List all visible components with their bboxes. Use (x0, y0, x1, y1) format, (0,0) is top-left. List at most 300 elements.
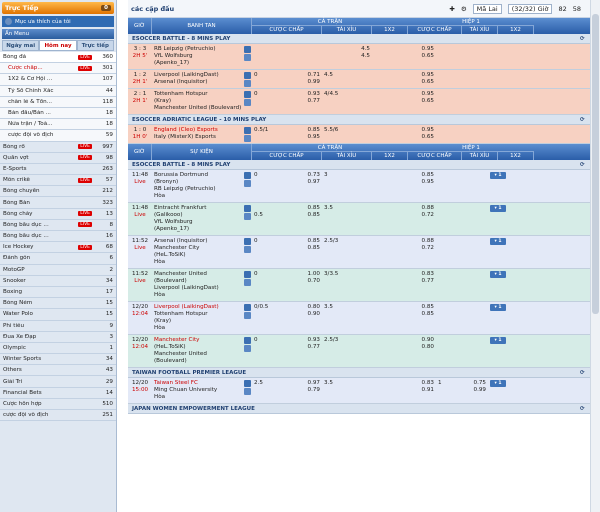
sport-count: 3 (109, 333, 113, 340)
team-name: Manchester United (154, 271, 207, 277)
star-icon[interactable] (244, 279, 251, 286)
odd-value: 0.85 (421, 172, 434, 178)
sport-name: Boxing (3, 289, 23, 296)
time-line: 2H 1' (132, 79, 148, 85)
odds-c4[interactable] (342, 378, 372, 403)
header-group (408, 18, 534, 34)
odds-c3[interactable] (322, 70, 342, 88)
bet-button[interactable]: ▾ 1 (490, 337, 506, 344)
odds-c2[interactable] (284, 170, 322, 202)
sport-item[interactable] (0, 220, 116, 231)
odds-c3[interactable] (322, 89, 342, 114)
odds-c4[interactable] (342, 44, 372, 69)
sport-item[interactable] (0, 186, 116, 197)
odd-value (438, 134, 458, 141)
sport-name: cược đội vô địch (3, 412, 49, 419)
odds-c8[interactable] (458, 170, 490, 202)
odd-value (458, 179, 486, 186)
sport-item[interactable] (0, 97, 116, 108)
odd-value: 0.88 (421, 238, 434, 244)
sport-item[interactable] (0, 253, 116, 264)
sport-name: Nửa trận / Toà... (8, 121, 53, 128)
sport-item[interactable] (0, 410, 116, 421)
sport-count: 997 (102, 143, 113, 150)
row-icons (244, 170, 252, 202)
bet-button[interactable]: ▾ 1 (490, 304, 506, 311)
sport-item[interactable] (0, 309, 116, 320)
team-name: Hòa (154, 325, 166, 331)
team-name: Manchester United (Boulevard) (154, 105, 242, 111)
odd-value: 0 (254, 91, 258, 97)
odds-c8[interactable] (458, 70, 490, 88)
sport-item[interactable] (0, 142, 116, 153)
team-name: Italy (MisterX) Esports (154, 134, 216, 140)
time-line: 11:48 (131, 172, 149, 178)
league-row[interactable] (128, 115, 590, 125)
odds-c1[interactable] (252, 70, 284, 88)
sport-item[interactable] (0, 376, 116, 387)
star-icon[interactable] (244, 135, 251, 142)
odd-value: 3/3.5 (324, 271, 339, 277)
odd-value (342, 205, 370, 212)
sport-count: 107 (102, 76, 113, 83)
odds-c1[interactable] (252, 335, 284, 367)
sport-item[interactable] (0, 86, 116, 97)
odds-c8[interactable] (458, 269, 490, 301)
sport-item[interactable] (0, 209, 116, 220)
odd-value: 3.5 (324, 205, 333, 211)
odds-c6[interactable] (400, 378, 436, 403)
sport-name: Giải Trí (3, 378, 23, 385)
live-count: 0 (101, 5, 111, 11)
odd-value (372, 278, 400, 285)
refresh-icon[interactable]: ⟳ (580, 36, 585, 42)
sport-item[interactable] (0, 130, 116, 141)
col-label: TÀI XỈU (322, 26, 372, 34)
sport-item[interactable] (0, 276, 116, 287)
odd-value (324, 344, 342, 351)
odds-c6[interactable] (400, 125, 436, 143)
odd-value (438, 311, 458, 318)
odd-value (372, 53, 400, 60)
sport-count: 18 (105, 110, 113, 117)
team-name: (Boulevard) (154, 278, 187, 284)
odd-value (372, 127, 400, 134)
sport-item[interactable] (0, 332, 116, 343)
star-icon[interactable] (244, 54, 251, 61)
bet-button[interactable]: ▾ 1 (490, 271, 506, 278)
odds-c8[interactable] (458, 236, 490, 268)
match-row[interactable] (128, 378, 590, 404)
sport-count: 1 (109, 344, 113, 351)
odd-value: 0.99 (307, 79, 320, 85)
star-icon[interactable] (244, 388, 251, 395)
odds-c7[interactable] (436, 170, 458, 202)
odds-c2[interactable] (284, 378, 322, 403)
sport-count: 34 (105, 356, 113, 363)
odd-value: 0.97 (307, 179, 320, 185)
odd-value (438, 53, 458, 60)
odds-c5[interactable] (372, 170, 400, 202)
live-header[interactable] (2, 2, 114, 14)
odd-value: 0.85 (421, 311, 434, 317)
star-icon[interactable] (244, 213, 251, 220)
refresh-icon[interactable]: ⟳ (580, 117, 585, 123)
tab-tomorrow[interactable]: Ngày mai (2, 40, 39, 51)
time-line: 12/20 (131, 337, 149, 343)
odd-value (342, 212, 370, 219)
odd-value (324, 311, 342, 318)
match-row[interactable] (128, 203, 590, 236)
odds-c7[interactable] (436, 89, 458, 114)
scrollbar[interactable] (590, 0, 600, 512)
header-team: BANH TAN (152, 18, 252, 34)
odd-value: 0.5 (254, 212, 263, 218)
match-teams (152, 203, 244, 235)
match-time (128, 378, 152, 403)
odds-c1[interactable] (252, 125, 284, 143)
col-label: TÀI XỈU (322, 152, 372, 160)
stats-icon[interactable] (244, 172, 251, 179)
odds-c2[interactable] (284, 302, 322, 334)
stats-icon[interactable] (244, 238, 251, 245)
odd-value (254, 53, 284, 60)
odd-value: 0.85 (307, 212, 320, 218)
sport-item[interactable] (0, 52, 116, 63)
odds-c5[interactable] (372, 125, 400, 143)
odd-value (372, 380, 400, 387)
odds-c2[interactable] (284, 125, 322, 143)
odds-c7[interactable] (436, 70, 458, 88)
sort-select[interactable]: (32/32) Giờ (508, 4, 553, 14)
odds-c1[interactable] (252, 89, 284, 114)
refresh-icon[interactable]: ⟳ (580, 406, 585, 412)
league-row[interactable] (128, 160, 590, 170)
odds-c7[interactable] (436, 269, 458, 301)
odds-c3[interactable] (322, 44, 342, 69)
odds-c7[interactable] (436, 203, 458, 235)
odd-value (458, 337, 486, 344)
odd-value (372, 91, 400, 98)
sport-count: 14 (105, 389, 113, 396)
match-time (128, 203, 152, 235)
group-label: CẢ TRẬN (252, 144, 408, 152)
odds-c4[interactable] (342, 236, 372, 268)
odds-c4[interactable] (342, 170, 372, 202)
odd-value: 0.95 (421, 46, 434, 52)
odds-c8[interactable] (458, 44, 490, 69)
star-icon[interactable] (244, 99, 251, 106)
menu-bar[interactable] (2, 29, 114, 39)
odds-c8[interactable] (458, 203, 490, 235)
stats-icon[interactable] (244, 127, 251, 134)
odd-value: 0/0.5 (254, 304, 269, 310)
odd-value (372, 271, 400, 278)
odd-value: 0.65 (421, 134, 434, 140)
odds-c2[interactable] (284, 335, 322, 367)
league-row[interactable] (128, 368, 590, 378)
odds-c5[interactable] (372, 378, 400, 403)
odds-c4[interactable] (342, 203, 372, 235)
odds-c6[interactable] (400, 335, 436, 367)
sport-item[interactable] (0, 74, 116, 85)
toolbar-title: các cặp đấu (131, 4, 175, 13)
odd-value: 0.77 (421, 278, 434, 284)
odds-c3[interactable] (322, 203, 342, 235)
odds-c1[interactable] (252, 302, 284, 334)
odds-c8[interactable] (458, 125, 490, 143)
sport-item[interactable] (0, 175, 116, 186)
sport-name: Đua Xe Đạp (3, 333, 37, 340)
match-teams (152, 125, 244, 143)
team-name: Liverpool (LaikingDast) (154, 285, 219, 291)
odds-c6[interactable] (400, 236, 436, 268)
odd-value: 0.97 (307, 380, 320, 386)
odds-c4[interactable] (342, 302, 372, 334)
odd-value (372, 311, 400, 318)
live-badge: LIVE (80, 211, 90, 217)
team-name: Manchester City (154, 245, 200, 251)
odds-c7[interactable] (436, 302, 458, 334)
odds-c2[interactable] (284, 44, 322, 69)
odd-value: 0.95 (307, 134, 320, 140)
tab-live[interactable]: Trực tiếp (77, 40, 114, 51)
sport-item[interactable] (0, 388, 116, 399)
odd-value: 0.95 (421, 91, 434, 97)
odds-c8[interactable] (458, 378, 490, 403)
match-row[interactable] (128, 170, 590, 203)
header-team: SỰ KIỆN (152, 144, 252, 160)
league-row[interactable] (128, 34, 590, 44)
sport-item[interactable] (0, 354, 116, 365)
odds-c4[interactable] (342, 89, 372, 114)
star-icon[interactable] (244, 180, 251, 187)
odds-c6[interactable] (400, 70, 436, 88)
sport-item[interactable] (0, 242, 116, 253)
time-line: 12/20 (131, 304, 149, 310)
odds-c4[interactable] (342, 269, 372, 301)
bet-button[interactable]: ▾ 1 (490, 205, 506, 212)
row-icons (244, 269, 252, 301)
col-label: 1X2 (372, 26, 408, 34)
odd-value (254, 98, 284, 105)
odds-c1[interactable] (252, 269, 284, 301)
odds-c7[interactable] (436, 335, 458, 367)
odds-c4[interactable] (342, 70, 372, 88)
sport-item[interactable] (0, 63, 116, 74)
bet-button-cell (490, 170, 508, 202)
odd-value: 1.00 (307, 271, 320, 277)
add-icon[interactable]: ✚ (449, 4, 455, 13)
match-row[interactable] (128, 44, 590, 70)
time-line: 11:48 (131, 205, 149, 211)
odds-c6[interactable] (400, 302, 436, 334)
sport-name: Bóng đá (3, 54, 27, 61)
sport-count: 18 (105, 121, 113, 128)
team-name: Arsenal (Inquisitor) (154, 79, 208, 85)
stats-icon[interactable] (244, 205, 251, 212)
live-badge: LIVE (80, 144, 90, 150)
match-row[interactable] (128, 70, 590, 89)
odds-c5[interactable] (372, 89, 400, 114)
odds-c8[interactable] (458, 89, 490, 114)
odd-value (342, 238, 370, 245)
sport-count: 57 (105, 177, 113, 184)
odds-c1[interactable] (252, 44, 284, 69)
odd-value (324, 387, 342, 394)
sport-name: Bóng Bàn (3, 199, 30, 206)
tab-today[interactable]: Hôm nay (39, 40, 76, 51)
settings-icon[interactable]: ⚙ (460, 4, 467, 13)
favorites-bar[interactable] (2, 16, 114, 27)
odd-value: 0.85 (421, 304, 434, 310)
odd-value: 0.80 (307, 304, 320, 310)
match-row[interactable] (128, 125, 590, 144)
sport-count: 9 (109, 322, 113, 329)
odd-value (438, 304, 458, 311)
stats-icon[interactable] (244, 304, 251, 311)
odds-c5[interactable] (372, 335, 400, 367)
odds-c2[interactable] (284, 70, 322, 88)
sport-count: 510 (102, 400, 113, 407)
star-icon[interactable] (244, 312, 251, 319)
bet-button-cell (490, 203, 508, 235)
odds-c7[interactable] (436, 44, 458, 69)
sport-item[interactable] (0, 265, 116, 276)
odds-c1[interactable] (252, 378, 284, 403)
sport-name: chẵn lẻ & Tổn... (8, 98, 53, 105)
odds-c7[interactable] (436, 378, 458, 403)
odds-c6[interactable] (400, 203, 436, 235)
odd-value: 0.99 (473, 387, 486, 393)
odds-c3[interactable] (322, 378, 342, 403)
bet-button[interactable]: ▾ 1 (490, 380, 506, 387)
sport-count: 44 (105, 87, 113, 94)
odd-value (438, 205, 458, 212)
sport-item[interactable] (0, 231, 116, 242)
odds-c2[interactable] (284, 203, 322, 235)
stats-icon[interactable] (244, 91, 251, 98)
odds-c6[interactable] (400, 44, 436, 69)
odds-c6[interactable] (400, 89, 436, 114)
live-badge: LIVE (80, 244, 90, 250)
odds-c2[interactable] (284, 236, 322, 268)
sport-item[interactable] (0, 153, 116, 164)
bet-button[interactable]: ▾ 1 (490, 172, 506, 179)
team-name: Manchester United (154, 351, 207, 357)
team-name: (Kray) (154, 318, 172, 324)
odds-c2[interactable] (284, 89, 322, 114)
match-row[interactable] (128, 335, 590, 368)
odds-c4[interactable] (342, 335, 372, 367)
match-row[interactable] (128, 89, 590, 115)
league-row[interactable] (128, 404, 590, 414)
star-icon[interactable] (244, 345, 251, 352)
odds-c6[interactable] (400, 170, 436, 202)
stats-icon[interactable] (244, 72, 251, 79)
stats-icon[interactable] (244, 271, 251, 278)
odds-c7[interactable] (436, 236, 458, 268)
match-row[interactable] (128, 269, 590, 302)
refresh-icon[interactable]: ⟳ (580, 370, 585, 376)
sport-item[interactable] (0, 321, 116, 332)
odds-c5[interactable] (372, 70, 400, 88)
odds-select[interactable]: Mã Lai (473, 4, 502, 14)
sport-name: cược đội vô địch (8, 132, 54, 139)
sport-item[interactable] (0, 365, 116, 376)
odd-value: 0.73 (307, 172, 320, 178)
odds-c5[interactable] (372, 269, 400, 301)
odd-value: 0.88 (421, 205, 434, 211)
sport-item[interactable] (0, 298, 116, 309)
odds-c5[interactable] (372, 236, 400, 268)
scroll-thumb[interactable] (592, 14, 599, 314)
sport-item[interactable] (0, 197, 116, 208)
odds-c1[interactable] (252, 170, 284, 202)
star-icon[interactable] (244, 246, 251, 253)
odds-c5[interactable] (372, 302, 400, 334)
odds-c8[interactable] (458, 302, 490, 334)
odds-c7[interactable] (436, 125, 458, 143)
refresh-icon[interactable]: ⟳ (580, 162, 585, 168)
match-time (128, 302, 152, 334)
odds-c6[interactable] (400, 269, 436, 301)
stats-icon[interactable] (244, 46, 251, 53)
odd-value (342, 91, 370, 98)
odds-c3[interactable] (322, 269, 342, 301)
odds-c3[interactable] (322, 302, 342, 334)
odds-c3[interactable] (322, 125, 342, 143)
sport-item[interactable] (0, 164, 116, 175)
match-row[interactable] (128, 302, 590, 335)
sport-item[interactable] (0, 287, 116, 298)
odd-value (458, 79, 486, 86)
odds-c3[interactable] (322, 335, 342, 367)
sport-item[interactable] (0, 119, 116, 130)
bet-button[interactable]: ▾ 1 (490, 238, 506, 245)
odds-c1[interactable] (252, 203, 284, 235)
odds-c3[interactable] (322, 236, 342, 268)
sport-name: Bóng Ném (3, 300, 33, 307)
star-icon[interactable] (244, 80, 251, 87)
sport-item[interactable] (0, 108, 116, 119)
sport-count: 263 (102, 165, 113, 172)
team-name: (Apenko_17) (154, 60, 190, 66)
team-name: Tottenham Hotspur (154, 91, 208, 97)
team-name: Taiwan Steel FC (154, 380, 198, 386)
odd-value (438, 98, 458, 105)
match-time (128, 335, 152, 367)
stats-icon[interactable] (244, 337, 251, 344)
odds-c3[interactable] (322, 170, 342, 202)
time-line: 2H 5' (132, 53, 148, 59)
stats-icon[interactable] (244, 380, 251, 387)
odds-c8[interactable] (458, 335, 490, 367)
odds-c4[interactable] (342, 125, 372, 143)
odds-c5[interactable] (372, 44, 400, 69)
league-name: ESOCCER BATTLE - 8 MINS PLAY (132, 162, 231, 168)
sport-item[interactable] (0, 343, 116, 354)
odds-c5[interactable] (372, 203, 400, 235)
team-name: Borussia Dortmund (154, 172, 209, 178)
sport-item[interactable] (0, 399, 116, 410)
odd-value (458, 91, 486, 98)
odds-c2[interactable] (284, 269, 322, 301)
sport-name: Bóng bầu dục ... (3, 233, 49, 240)
odd-value: 0.95 (421, 179, 434, 185)
odds-c1[interactable] (252, 236, 284, 268)
match-row[interactable] (128, 236, 590, 269)
